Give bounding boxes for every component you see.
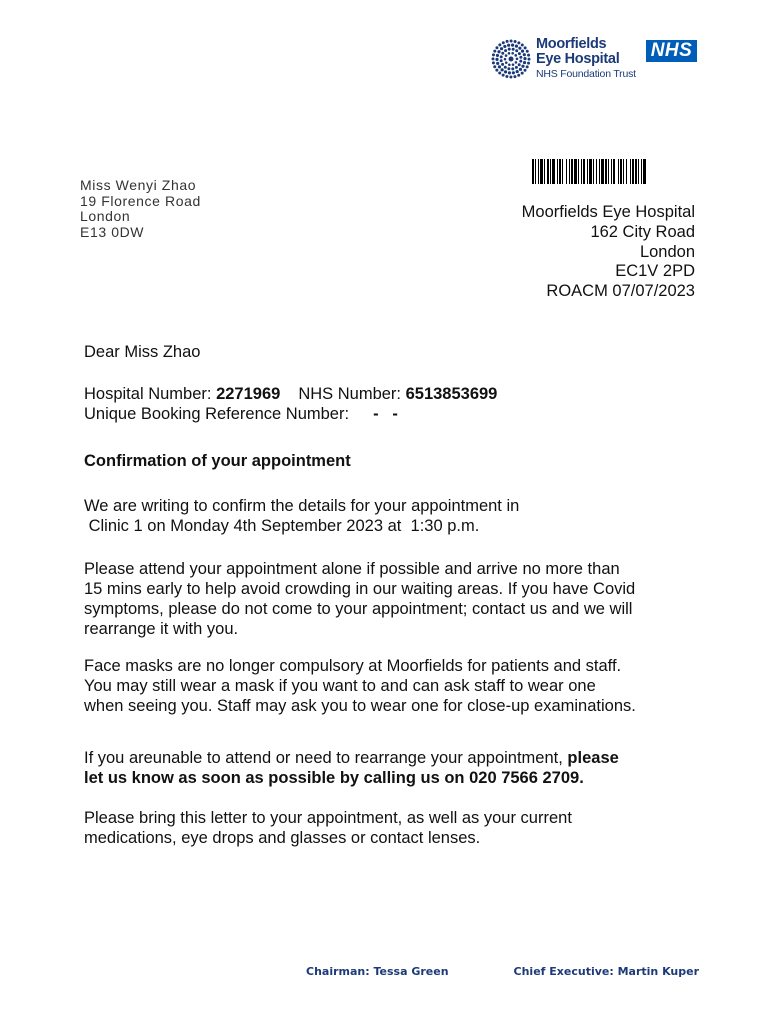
recipient-street: 19 Florence Road: [80, 192, 201, 209]
patient-identifiers: [84, 384, 497, 424]
contact-phone-line: let us know as soon as possible by calling us on 020 7566 2709.: [84, 769, 584, 787]
hospital-number: 2271969: [216, 385, 281, 403]
sender-city: London: [639, 242, 695, 261]
footer-chairman: Chairman: Tessa Green: [306, 965, 449, 978]
logo-line-1: Moorfields: [536, 36, 607, 52]
sunburst-logo-icon: [491, 39, 531, 79]
letter-heading: Confirmation of your appointment: [84, 452, 351, 470]
nhs-logo-badge: NHS: [646, 40, 697, 62]
nhs-number: 6513853699: [405, 385, 498, 403]
paragraph-line: 15 mins early to help avoid crowding in our waiting areas. If you have Covid: [84, 580, 636, 598]
sender-address: [522, 203, 695, 302]
ubrn-line: [84, 404, 497, 424]
ubrn-label: Unique Booking Reference Number:: [84, 405, 350, 423]
recipient-postcode: E13 0DW: [80, 223, 145, 240]
paragraph-bring-items: [84, 808, 572, 848]
paragraph-line: Face masks are no longer compulsory at Moorfields for patients and staff.: [84, 657, 622, 675]
paragraph-line: [84, 748, 619, 768]
paragraph-line: symptoms, please do not come to your appointment; contact us and we will: [84, 600, 633, 618]
number-line: [84, 384, 497, 404]
sender-name: Moorfields Eye Hospital: [521, 203, 695, 221]
recipient-city: London: [80, 208, 131, 224]
rearrange-text: If you areunable to attend or need to rearrange your appointment,: [84, 749, 568, 767]
sender-street: 162 City Road: [590, 222, 695, 241]
paragraph-attendance: [84, 559, 635, 639]
recipient-name: Miss Wenyi Zhao: [80, 177, 197, 193]
rearrange-emphasis: please: [567, 749, 619, 767]
paragraph-line: Please bring this letter to your appointment, as well as your current: [84, 809, 572, 827]
paragraph-line: You may still wear a mask if you want to and can ask staff to wear one: [84, 677, 596, 695]
paragraph-line: We are writing to confirm the details for your appointment in: [84, 497, 520, 515]
hospital-number-label: Hospital Number:: [84, 385, 217, 403]
paragraph-rearrange: [84, 748, 619, 788]
paragraph-line: Please attend your appointment alone if possible and arrive no more than: [84, 560, 620, 578]
paragraph-line: Clinic 1 on Monday 4th September 2023 at 1:30 p.m.: [84, 517, 480, 535]
paragraph-line: when seeing you. Staff may ask you to wear one for close-up examinations.: [84, 697, 636, 715]
paragraph-appointment: [84, 496, 519, 536]
paragraph-line: medications, eye drops and glasses or contact lenses.: [84, 829, 481, 847]
logo-line-3: NHS Foundation Trust: [536, 68, 636, 80]
letter-reference: ROACM 07/07/2023: [546, 282, 695, 301]
footer-chief-executive: Chief Executive: Martin Kuper: [513, 965, 699, 978]
barcode: [532, 159, 694, 184]
hospital-logo-text: [536, 37, 636, 80]
nhs-number-label: NHS Number:: [298, 385, 406, 403]
salutation: Dear Miss Zhao: [84, 343, 201, 361]
paragraph-line: rearrange it with you.: [84, 620, 239, 638]
sender-postcode: EC1V 2PD: [615, 262, 695, 281]
recipient-address: [80, 178, 201, 240]
logo-line-2: Eye Hospital: [536, 50, 620, 67]
ubrn-value: - -: [373, 405, 398, 423]
paragraph-masks: [84, 656, 636, 716]
